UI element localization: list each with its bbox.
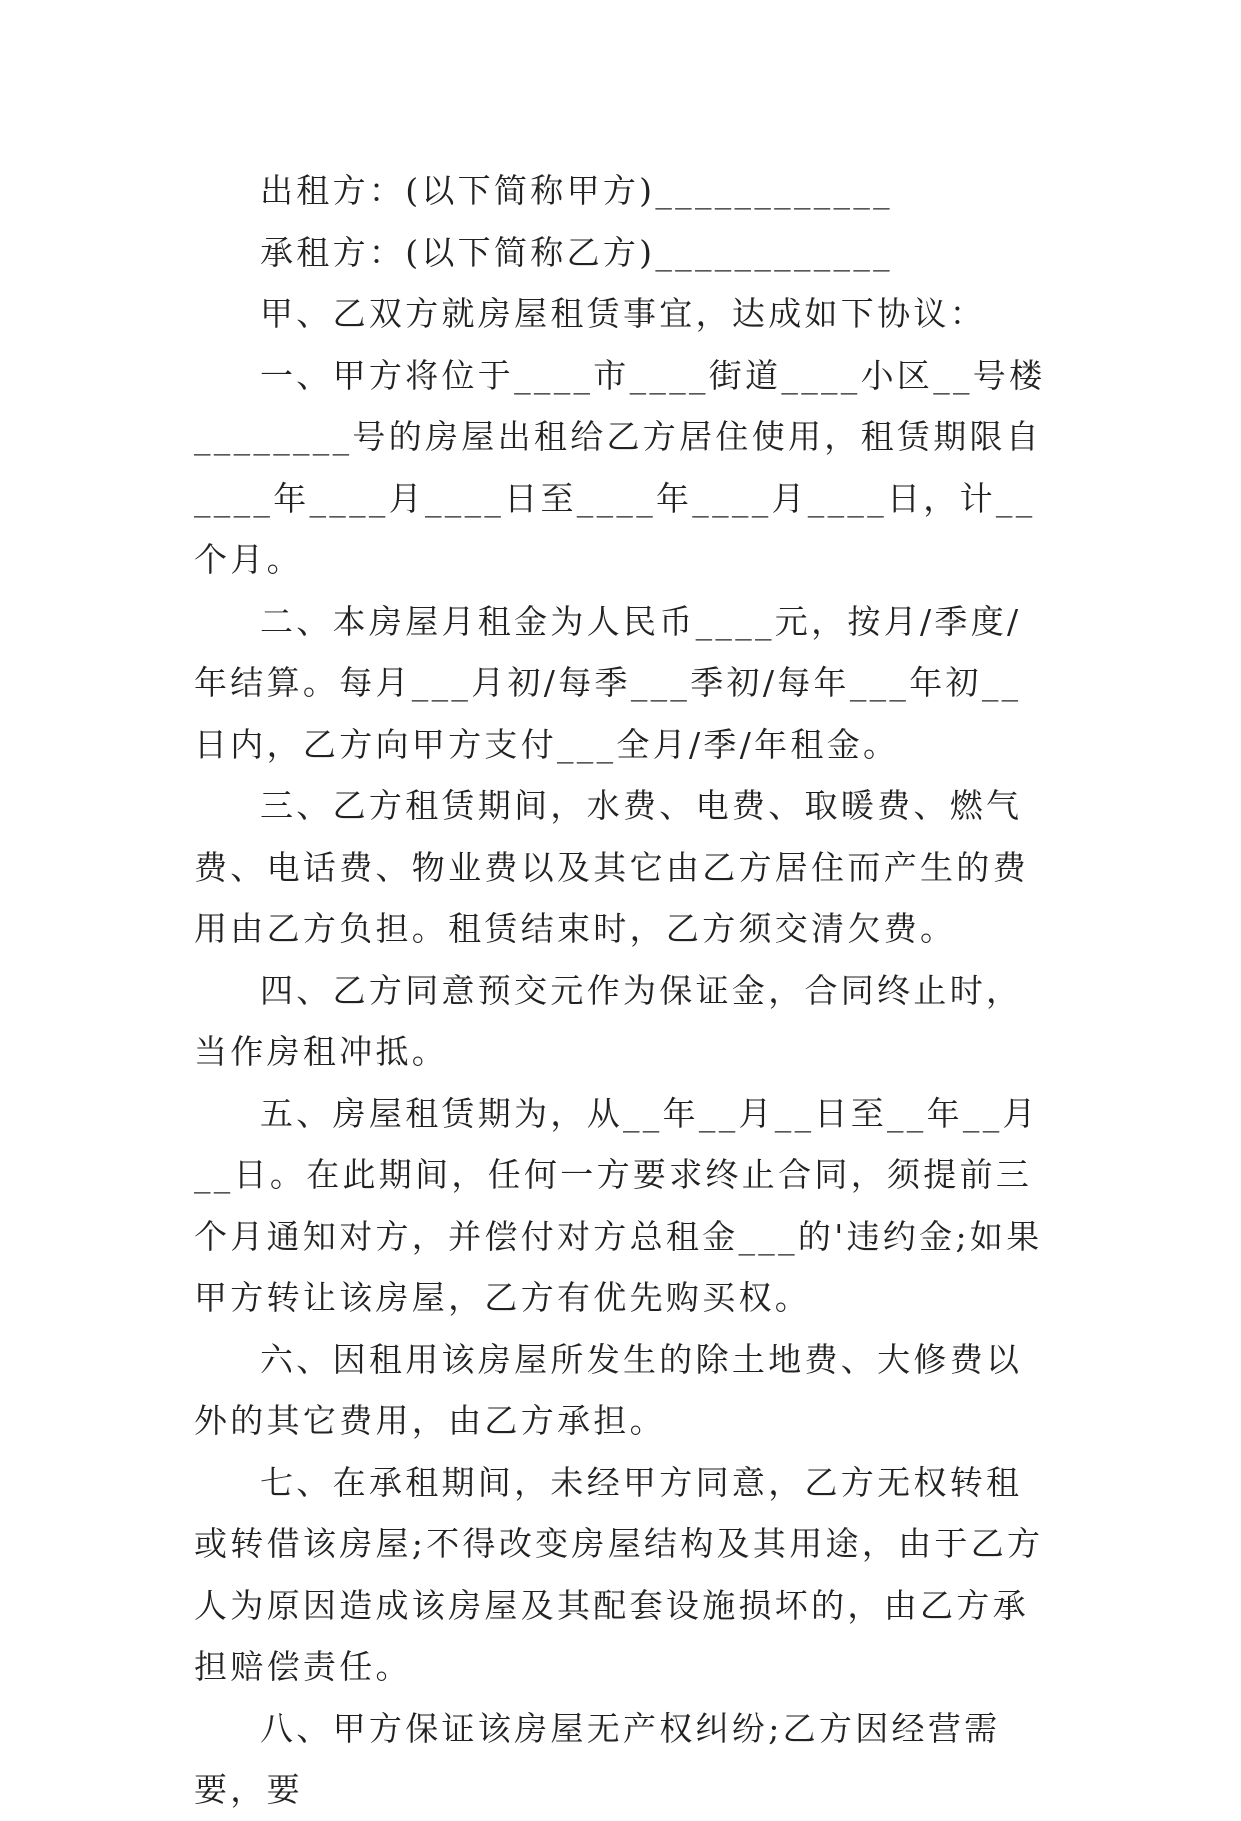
clause-3: 三、乙方租赁期间，水费、电费、取暖费、燃气费、电话费、物业费以及其它由乙方居住而产生的费用由乙方负担。租赁结束时，乙方须交清欠费。 (194, 786, 1029, 948)
clause-6: 六、因租用该房屋所发生的除土地费、大修费以外的其它费用，由乙方承担。 (194, 1339, 1023, 1440)
clause-1: 一、甲方将位于____市____街道____小区__号楼________号的房屋出租给乙方居住使用，租赁期限自____年____月____日至____年____月____日，计__个月。 (194, 355, 1046, 579)
clause-2: 二、本房屋月租金为人民币____元，按月/季度/年结算。每月___月初/每季___季初/每年___年初__日内，乙方向甲方支付___全月/季/年租金。 (194, 601, 1022, 764)
lessor-line: 出租方：(以下简称甲方)____________ (260, 171, 893, 210)
clause-5: 五、房屋租赁期为，从__年__月__日至__年__月__日。在此期间，任何一方要求终止合同，须提前三个月通知对方，并偿付对方总租金___的'违约金;如果甲方转让该房屋，乙方有优先购买权。 (194, 1093, 1043, 1317)
lessee-line: 承租方：(以下简称乙方)____________ (260, 232, 893, 272)
clause-7: 七、在承租期间，未经甲方同意，乙方无权转租或转借该房屋;不得改变房屋结构及其用途，由于乙方人为原因造成该房屋及其配套设施损坏的，由乙方承担赔偿责任。 (194, 1462, 1044, 1686)
contract-body (194, 160, 1054, 1821)
agreement-intro: 甲、乙双方就房屋租赁事宜，达成如下协议： (260, 294, 986, 333)
clause-8: 八、甲方保证该房屋无产权纠纷;乙方因经营需要，要 (194, 1708, 1001, 1809)
clause-4: 四、乙方同意预交元作为保证金，合同终止时，当作房租冲抵。 (194, 970, 1023, 1071)
